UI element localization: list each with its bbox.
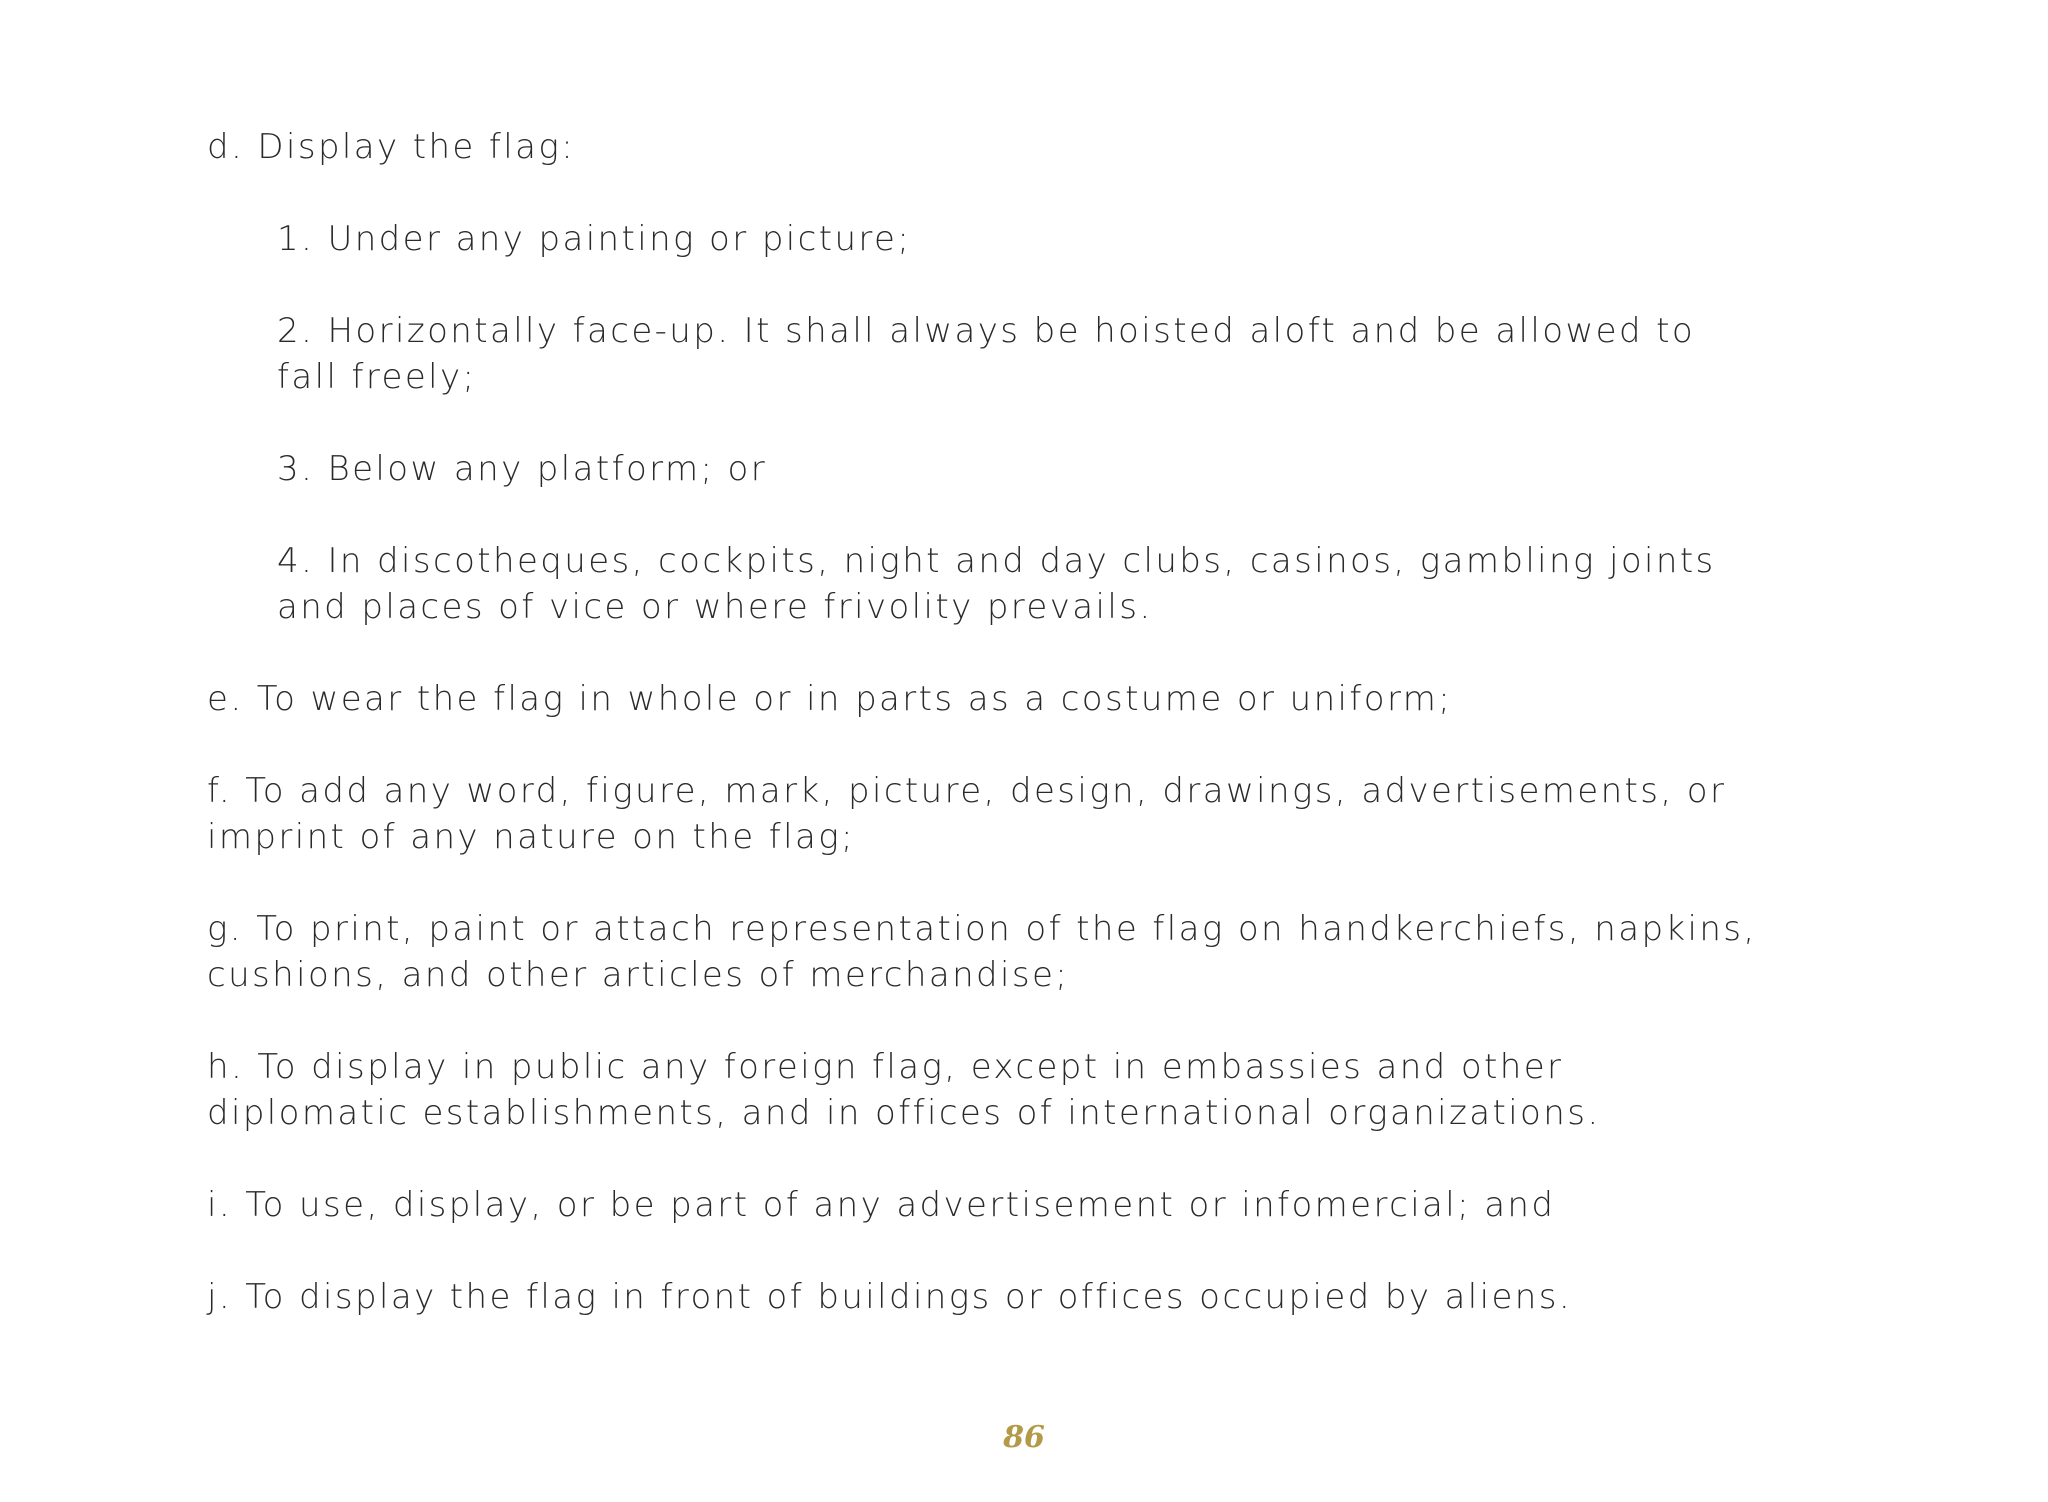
list-item-j: j. To display the flag in front of buildings or offices occupied by aliens. (207, 1277, 1573, 1317)
list-item-i: i. To use, display, or be part of any advertisement or infomercial; and (207, 1185, 1556, 1225)
list-item-d: d. Display the flag: (207, 127, 576, 167)
page-number: 86 (1003, 1420, 1045, 1455)
document-body (207, 124, 1767, 1366)
sub-item-4: 4. In discotheques, cockpits, night and day clubs, casinos, gambling joints and places of vice or where frivolity prevails. (277, 541, 1716, 627)
sub-item-1: 1. Under any painting or picture; (277, 219, 912, 259)
sub-item-3: 3. Below any platform; or (277, 449, 768, 489)
sub-item-2: 2. Horizontally face-up. It shall always be hoisted aloft and be allowed to fall freely; (277, 311, 1696, 397)
list-item-e: e. To wear the flag in whole or in parts as a costume or uniform; (207, 679, 1453, 719)
list-item-f: f. To add any word, figure, mark, picture, design, drawings, advertisements, or imprint of any nature on the flag; (207, 771, 1727, 857)
list-item-h: h. To display in public any foreign flag, except in embassies and other diplomatic establishments, and in offices of international organizations. (207, 1047, 1601, 1133)
list-item-g: g. To print, paint or attach representation of the flag on handkerchiefs, napkins, cushions, and other articles of merchandise; (207, 909, 1757, 995)
